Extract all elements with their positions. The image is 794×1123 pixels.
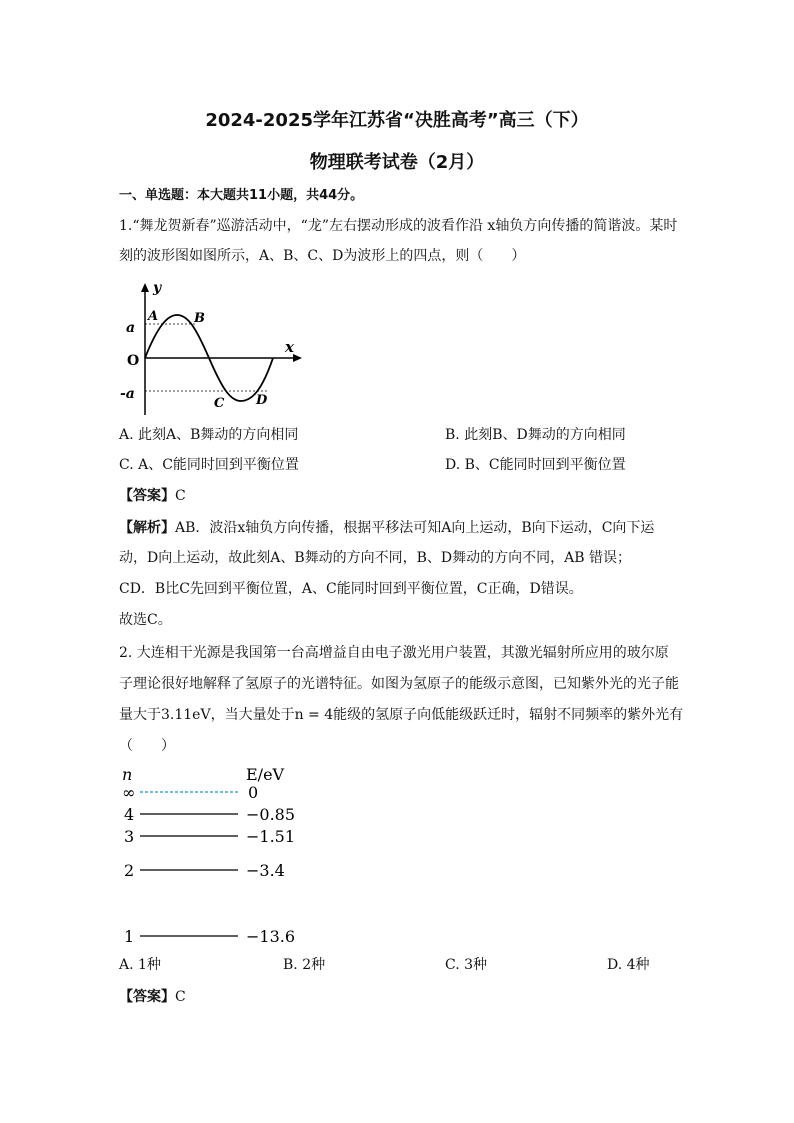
answer-tag: 【答案】 [119,989,175,1005]
analysis-tag: 【解析】 [119,520,175,536]
n-header: n [122,765,133,784]
exam-subtitle: 物理联考试卷（2月） [309,152,485,173]
q2-option-c: C. 3种 [445,957,488,973]
q2-stem-line3: 量大于3.11eV，当大量处于n = 4能级的氢原子向低能级跃迁时，辐射不同频率的紫外光有 [119,707,684,723]
q1-answer [119,486,186,506]
energy-level-diagram [118,762,318,952]
level-4-e: −0.85 [246,805,296,824]
q2-stem-line1: 2. 大连相干光源是我国第一台高增益自由电子激光用户装置，其激光辐射所应用的玻尔原 [119,645,669,661]
q1-analysis-line1 [119,518,654,538]
level-1-e: −13.6 [246,927,296,946]
y-label: y [153,280,162,296]
exam-title: 2024-2025学年江苏省“决胜高考”高三（下） [205,110,589,131]
answer-value: C [175,488,186,504]
q1-conclusion: 故选C。 [119,612,172,628]
q2-stem-line2: 子理论很好地解释了氢原子的光谱特征。如图为氢原子的能级示意图，已知紫外光的光子能 [119,676,679,692]
answer-tag: 【答案】 [119,488,175,504]
q1-option-a: A. 此刻A、B舞动的方向相同 [119,427,299,443]
point-c-label: C [214,396,225,411]
origin-label: O [127,353,140,369]
q1-option-c: C. A、C能同时回到平衡位置 [119,457,299,473]
answer-value: C [175,989,186,1005]
q1-stem-line2: 刻的波形图如图所示，A、B、C、D为波形上的四点，则（ ） [119,248,526,264]
q2-option-d: D. 4种 [607,957,650,973]
point-b-label: B [194,311,205,326]
q2-answer [119,987,186,1007]
level-2-e: −3.4 [246,861,285,880]
level-3-n: 3 [124,827,135,846]
level-inf-e: 0 [248,783,259,802]
q1-stem-line1: 1.“舞龙贺新春”巡游活动中，“龙”左右摆动形成的波看作沿 x轴负方向传播的简谐波。某时 [119,218,678,234]
level-inf-n: ∞ [122,783,136,802]
point-d-label: D [256,393,268,408]
level-1-n: 1 [124,927,135,946]
a-label: a [126,320,136,336]
q1-analysis-line3: CD．B比C先回到平衡位置，A、C能同时回到平衡位置，C正确，D错误。 [119,581,583,597]
e-header: E/eV [246,765,285,784]
x-axis-arrow [293,354,302,362]
q2-option-a: A. 1种 [119,957,161,973]
x-label: x [285,338,294,356]
level-4-n: 4 [124,805,135,824]
section-heading: 一、单选题：本大题共11小题，共44分。 [119,188,364,203]
wave-figure [118,280,308,420]
level-2-n: 2 [124,861,135,880]
q2-stem-line4: （ ） [119,738,175,754]
neg-a-label: -a [120,386,135,402]
q1-option-d: D. B、C能同时回到平衡位置 [445,457,626,473]
q1-analysis-line2: 动，D向上运动，故此刻A、B舞动的方向不同，B、D舞动的方向不同，AB 错误； [119,550,631,566]
level-3-e: −1.51 [246,827,296,846]
analysis-text: AB．波沿x轴负方向传播，根据平移法可知A向上运动，B向下运动，C向下运 [175,520,655,536]
y-axis-arrow [141,283,149,292]
point-a-label: A [148,309,159,324]
q2-option-b: B. 2种 [283,957,326,973]
q1-option-b: B. 此刻B、D舞动的方向相同 [445,427,626,443]
